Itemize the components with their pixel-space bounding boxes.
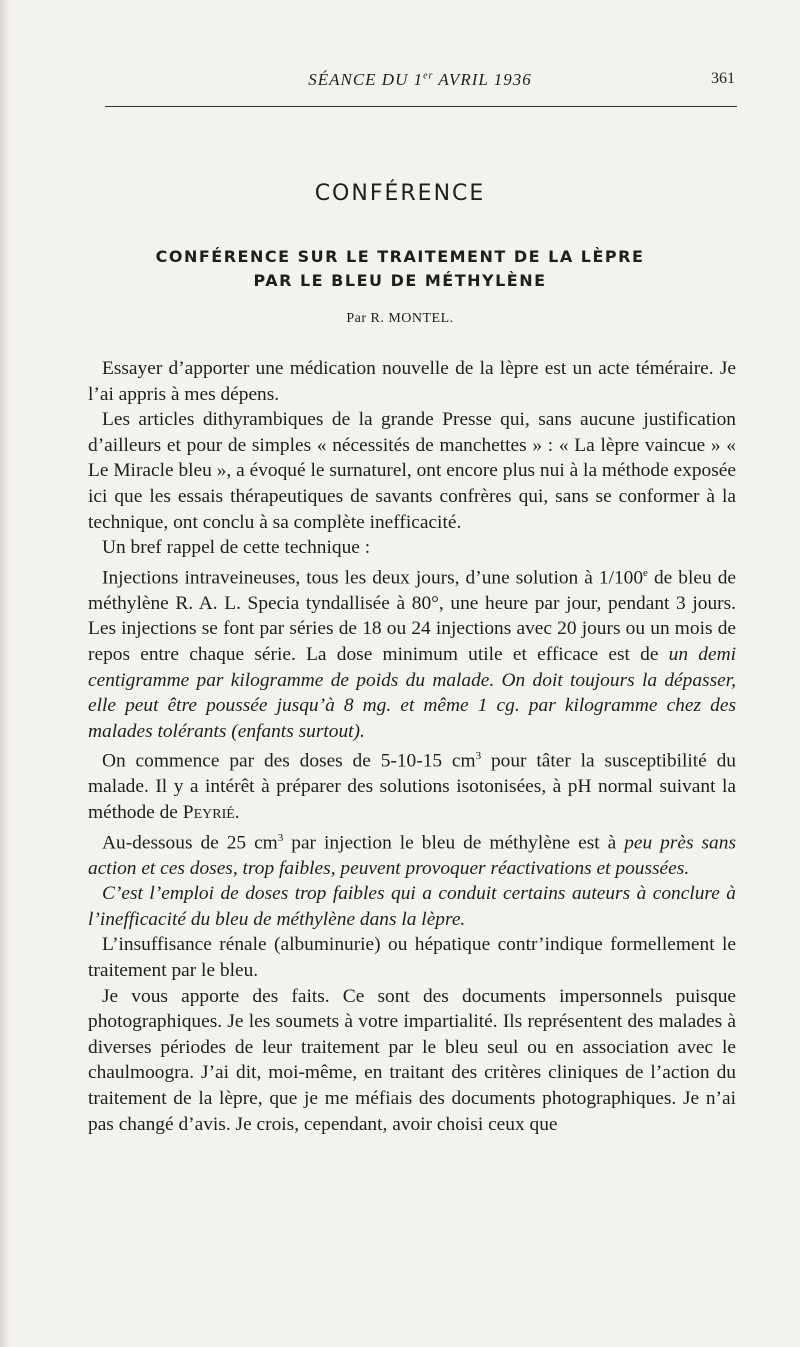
section-title: CONFÉRENCE [314,181,486,206]
author-byline: Par R. MONTEL. [346,311,454,326]
running-title: SÉANCE DU 1er AVRIL 1936 [308,70,532,89]
article-title-line-2: PAR LE BLEU DE MÉTHYLÈNE [253,271,547,290]
paragraph-6: Au-dessous de 25 $cm^3$ par injection le bleu de méthylène est à peu près sans action et ces doses, trop faibles, peuvent provoquer réactivations et poussées. [88,831,736,879]
running-head [105,70,735,96]
article-title [100,245,700,293]
article-body [88,356,736,1137]
paragraph-5: On commence par des doses de 5-10-15 $cm^3$ pour tâter la susceptibilité du malade. Il y a intérêt à préparer des solutions isotonisées, à pH normal suivant la méthode de Peyrié. [88,750,736,824]
paragraph-1: Essayer d’apporter une médication nouvelle de la lèpre est un acte téméraire. Je l’ai appris à mes dépens. [88,358,736,405]
paragraph-7: C’est l’emploi de doses trop faibles qui a conduit certains auteurs à conclure à l’inefficacité du bleu de méthylène dans la lèpre. [88,883,736,930]
paragraph-8: L’insuffisance rénale (albuminurie) ou hépatique contr’indique formellement le traitement par le bleu. [88,934,736,982]
header-rule [105,106,737,107]
page-number: 361 [711,70,735,87]
paragraph-4: Injections intraveineuses, tous les deux jours, d’une solution à 1/100e de bleu de méthylène R. A. L. Specia tyndallisée à 80°, une heure par jour, pendant 3 jours. Les injections se font par séries de 18 ou 24 injections avec 20 jours ou un mois de repos entre chaque série. La dose minimum utile et efficace est de un demi centigramme par kilogramme de poids du malade. On doit toujours la dépasser, elle peut être poussée jusqu’à 8 mg. et même 1 cg. par kilogramme chez des malades tolérants (enfants surtout). [88,566,736,742]
paragraph-3: Un bref rappel de cette technique : [102,537,371,559]
article-title-line-1: CONFÉRENCE SUR LE TRAITEMENT DE LA LÈPRE [155,247,645,266]
paragraph-9: Je vous apporte des faits. Ce sont des documents impersonnels puisque photographiques. Je les soumets à votre impartialité. Ils représentent des malades à diverses périodes de leur traitement par le bleu seul ou en association avec le chaulmoogra. J’ai dit, moi-même, en traitant des critères cliniques de l’action du traitement de la lèpre, que je me méfiais des documents photographiques. Je n’ai pas changé d’avis. Je crois, cependant, avoir choisi ceux que [88,985,736,1135]
paragraph-2: Les articles dithyrambiques de la grande Presse qui, sans aucune justification d’ailleurs et pour de simples « nécessités de manchettes » : « La lèpre vaincue » « Le Miracle bleu », a évoqué le surnaturel, ont encore plus nui à la méthode exposée ici que les essais thérapeutiques de savants confrères qui, sans se conformer à la technique, ont conclu à sa complète inefficacité. [88,409,736,533]
